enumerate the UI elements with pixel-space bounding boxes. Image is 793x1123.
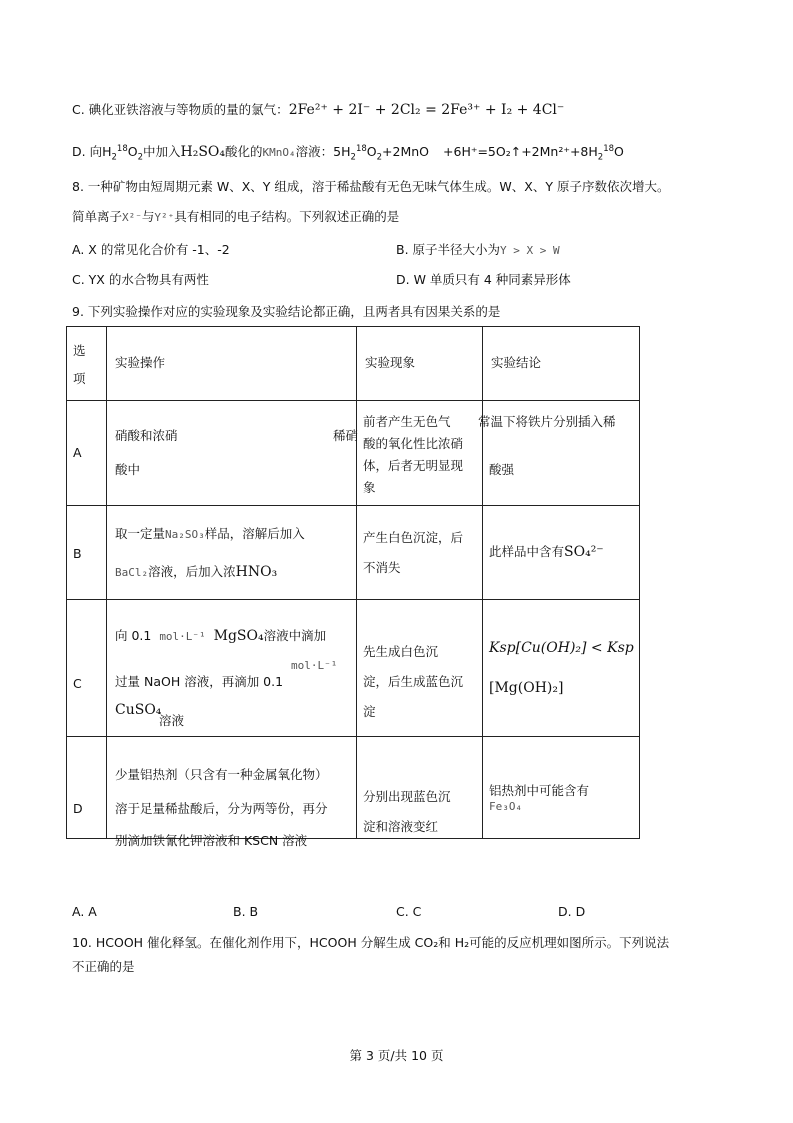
sub: 2 (376, 152, 383, 163)
sup: 18 (116, 143, 128, 154)
row-label-cell (67, 600, 107, 737)
conclusion-cell (483, 506, 640, 600)
cell-text: 少量铝热剂（只含有一种金属氧化物） (115, 767, 328, 782)
unit: mol·L⁻¹ (291, 659, 338, 672)
text: O (366, 144, 377, 159)
row-label: A (73, 445, 82, 460)
text: 取一定量 (115, 526, 166, 541)
q8-option-c[interactable]: C. YX 的水合物具有两性 (72, 272, 209, 287)
text: 溶液中滴加 (263, 628, 327, 643)
text: 酸化的 (225, 144, 263, 159)
header-text: 项 (73, 371, 86, 386)
phenomenon-cell (357, 737, 483, 839)
cell-text: 产生白色沉淀，后 (363, 530, 464, 545)
option-d-prefix: D. 向H (72, 144, 112, 159)
table-row (67, 600, 640, 737)
experiment-table (66, 326, 640, 848)
header-text: 选 (73, 343, 86, 358)
formula: MgSO₄ (213, 628, 264, 644)
text: 溶液，后加入浓 (148, 564, 236, 579)
formula: Y > X > W (500, 244, 560, 257)
text: 样品，溶解后加入 (204, 526, 305, 541)
text: 向 0.1 (115, 628, 152, 643)
cell-text: 溶于足量稀盐酸后，分为两等份，再分 (115, 801, 328, 816)
header-text: 实验结论 (491, 355, 542, 370)
q8-option-a[interactable]: A. X 的常见化合价有 -1、-2 (72, 242, 230, 257)
cell-text: 淀 (363, 704, 376, 719)
text: O (127, 144, 138, 159)
sup: 18 (355, 143, 367, 154)
text: +6H⁺=5O₂↑+2Mn²⁺+8H (443, 144, 598, 159)
phenomenon-cell (357, 506, 483, 600)
formula: Na₂SO₃ (165, 528, 205, 541)
q8-option-b[interactable] (396, 241, 560, 260)
table-header-row (67, 327, 640, 401)
conclusion-cell (478, 401, 640, 506)
cell-line (489, 538, 604, 566)
cell-line (115, 558, 277, 587)
option-c-text: C. 碘化亚铁溶液与等物质的量的氯气： (72, 102, 289, 117)
y-ion: Y²⁺ (154, 211, 175, 224)
row-label-cell (67, 506, 107, 600)
header-text: 实验操作 (115, 355, 166, 370)
acid-formula: H₂SO₄ (180, 144, 226, 160)
header-cell (483, 327, 640, 401)
header-cell (107, 327, 357, 401)
sub: 2 (111, 152, 117, 163)
q9-choice-a[interactable]: A. A (72, 904, 97, 919)
q8-line1: 8. 一种矿物由短周期元素 W、X、Y 组成，溶于稀盐酸有无色无味气体生成。W、X、Y 原子序数依次增大。 (72, 179, 670, 194)
cell-text: 酸强 (489, 462, 515, 477)
text: +2MnO (382, 144, 430, 159)
q10-line2: 不正确的是 (72, 959, 135, 974)
q10-line1: 10. HCOOH 催化释氢。在催化剂作用下，HCOOH 分解生成 CO₂和 H₂可能的反应机理如图所示。下列说法 (72, 935, 670, 950)
table-row (67, 401, 640, 506)
formula: BaCl₂ (115, 566, 149, 579)
text: 过量 NaOH 溶液，再滴加 0.1 (115, 674, 284, 689)
text: 与 (141, 209, 155, 224)
sup: 18 (603, 143, 615, 154)
phenomenon-cell (357, 401, 483, 506)
sub: 2 (137, 152, 143, 163)
option-c-line (72, 101, 564, 119)
cell-text: 别滴加铁氰化钾溶液和 KSCN 溶液 (115, 833, 308, 848)
cell-text: 淀和溶液变红 (363, 819, 439, 834)
q9-choice-d[interactable]: D. D (558, 904, 586, 919)
phenomenon-cell (357, 600, 483, 737)
conclusion-cell (483, 600, 640, 737)
text: 溶液：5H (295, 144, 351, 159)
option-d-line (72, 143, 624, 162)
cell-line (115, 622, 326, 651)
table-row (67, 737, 640, 839)
formula: CuSO₄ (115, 702, 162, 718)
kmno4-formula: KMnO₄ (262, 146, 296, 159)
header-text: 实验现象 (365, 355, 416, 370)
option-c-formula: 2Fe²⁺ + 2I⁻ + 2Cl₂ = 2Fe³⁺ + I₂ + 4Cl⁻ (288, 102, 565, 118)
page-footer: 第 3 页/共 10 页 (349, 1048, 444, 1063)
q9-choice-c[interactable]: C. C (396, 904, 422, 919)
cell-text: 不消失 (363, 560, 401, 575)
operation-cell (107, 401, 357, 506)
row-label: D (73, 801, 83, 816)
text: 中加入 (143, 144, 181, 159)
operation-cell (107, 506, 357, 600)
cell-text: 前者产生无色气 (363, 414, 451, 429)
sub: 2 (597, 152, 604, 163)
q8-line2 (72, 208, 399, 227)
cell-text: 酸的氧化性比浓硝 (363, 436, 464, 451)
conclusion-cell (483, 737, 640, 839)
cell-text: 先生成白色沉 (363, 644, 439, 659)
cell-text: 常温下将铁片分别插入稀 (478, 414, 616, 429)
table-row (67, 506, 640, 600)
cell-text: 淀，后生成蓝色沉 (363, 674, 464, 689)
cell-text: 铝热剂中可能含有 (489, 783, 590, 798)
text: O (614, 144, 624, 159)
text: 此样品中含有 (489, 544, 565, 559)
cell-text: 分别出现蓝色沉 (363, 789, 451, 804)
row-label-cell (67, 401, 107, 506)
operation-cell (107, 600, 357, 737)
formula: [Mg(OH)₂] (489, 680, 564, 696)
q9-choice-b[interactable]: B. B (233, 904, 259, 919)
formula: Fe₃O₄ (489, 800, 523, 813)
formula: Ksp[Cu(OH)₂] < Ksp (489, 640, 634, 656)
cell-text: 稀硝 (333, 428, 359, 443)
q9-stem: 9. 下列实验操作对应的实验现象及实验结论都正确，且两者具有因果关系的是 (72, 304, 501, 319)
cell-text: 酸中 (115, 462, 141, 477)
sub: 2 (350, 152, 356, 163)
cell-line (115, 520, 305, 549)
q8-option-d[interactable]: D. W 单质只有 4 种同素异形体 (396, 272, 571, 287)
row-label-cell (67, 737, 107, 839)
text: 具有相同的电子结构。下列叙述正确的是 (174, 209, 400, 224)
row-label: C (73, 676, 82, 691)
cell-text: 体，后者无明显现 (363, 458, 464, 473)
text: B. 原子半径大小为 (396, 242, 501, 257)
cell-line (115, 668, 283, 696)
operation-cell (107, 737, 357, 848)
header-cell (67, 327, 107, 401)
row-label: B (73, 546, 82, 561)
header-cell (357, 327, 483, 401)
cell-text: 硝酸和浓硝 (115, 428, 178, 443)
x-ion: X²⁻ (122, 211, 142, 224)
cell-text: 象 (363, 480, 376, 495)
unit: mol·L⁻¹ (159, 630, 206, 643)
text: 简单离子 (72, 209, 123, 224)
formula: HNO₃ (235, 564, 278, 580)
formula: SO₄²⁻ (564, 544, 604, 560)
text: 溶液 (159, 713, 185, 728)
